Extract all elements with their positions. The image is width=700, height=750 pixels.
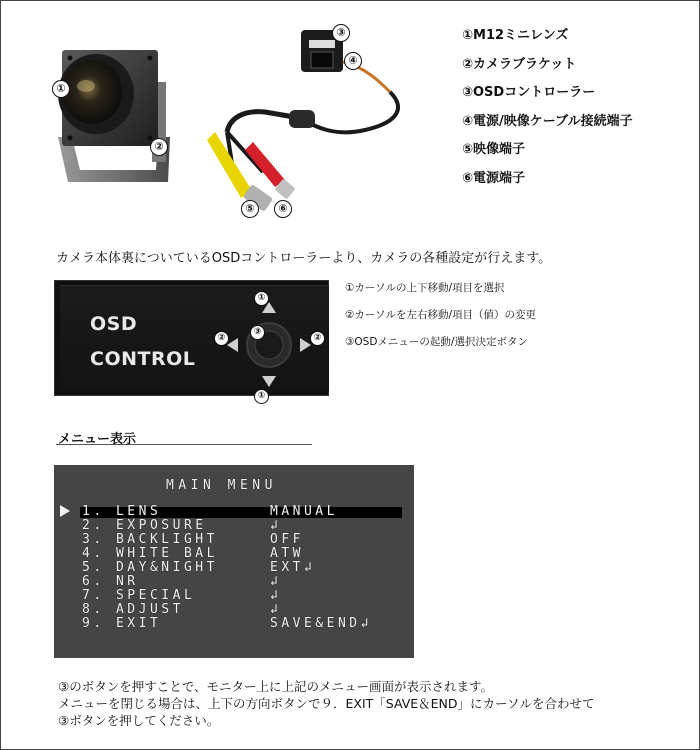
menu-item-exit[interactable]: [82, 617, 412, 631]
menu-item-lens[interactable]: [82, 505, 412, 519]
menu-heading: メニュー表示: [58, 432, 137, 447]
cable-photo: [205, 22, 445, 217]
up-marker: ①: [254, 291, 269, 306]
menu-item-backlight[interactable]: [82, 533, 412, 547]
panel-note: ②カーソルを左右移動/項目（値）の変更: [345, 309, 537, 321]
menu-item-value: MANUAL: [270, 504, 338, 519]
power-marker: ⑥: [274, 200, 292, 218]
cursor-arrow-icon: [60, 505, 70, 517]
video-marker: ⑤: [241, 200, 259, 218]
panel-label-control: CONTROL: [90, 348, 196, 370]
menu-item-exposure[interactable]: [82, 519, 412, 533]
menu-item-value: ↲: [270, 602, 282, 617]
parts-list: [462, 28, 633, 200]
heading-divider: [56, 444, 312, 445]
menu-item-label: 5. DAY&NIGHT: [82, 560, 218, 575]
menu-item-label: 7. SPECIAL: [82, 588, 196, 603]
menu-item-adjust[interactable]: [82, 603, 412, 617]
lens-marker: ①: [52, 80, 70, 98]
power-cable-marker: ④: [344, 52, 362, 70]
menu-item-value: ↲: [270, 574, 282, 589]
footer-line: メニューを閉じる場合は、上下の方向ボタンで９．EXIT「SAVE＆END」にカーソルを合わせて: [58, 696, 595, 711]
intro-text: カメラ本体裏についているOSDコントローラーより、カメラの各種設定が行えます。: [56, 251, 552, 266]
down-marker: ①: [254, 389, 269, 404]
menu-item-value: ↲: [270, 518, 282, 533]
bracket-marker: ②: [150, 138, 168, 156]
footer-notes: [58, 678, 595, 729]
menu-item-label: 8. ADJUST: [82, 602, 184, 617]
menu-item-value: EXT↲: [270, 560, 316, 575]
menu-item-label: 1. LENS: [82, 504, 162, 519]
menu-item-label: 3. BACKLIGHT: [82, 532, 218, 547]
center-marker: ③: [250, 325, 265, 340]
parts-item: ②カメラブラケット: [462, 56, 577, 72]
right-marker: ②: [310, 331, 325, 346]
menu-item-label: 4. WHITE BAL: [82, 546, 218, 561]
parts-item: ⑤映像端子: [462, 142, 526, 158]
menu-title: MAIN MENU: [166, 478, 277, 493]
left-marker: ②: [214, 331, 229, 346]
menu-item-label: 6. NR: [82, 574, 139, 589]
footer-line: ③のボタンを押すことで、モニター上に上記のメニュー画面が表示されます。: [58, 679, 493, 694]
camera-photo: [40, 42, 180, 192]
down-arrow-icon[interactable]: [262, 376, 276, 387]
menu-item-value: ↲: [270, 588, 282, 603]
menu-item-value: SAVE&END↲: [270, 616, 372, 631]
menu-item-value: ATW: [270, 546, 304, 561]
menu-item-day-night[interactable]: [82, 561, 412, 575]
panel-note: ③OSDメニューの起動/選択決定ボタン: [345, 336, 528, 348]
menu-item-label: 9. EXIT: [82, 616, 162, 631]
menu-item-special[interactable]: [82, 589, 412, 603]
menu-item-nr[interactable]: [82, 575, 412, 589]
parts-item: ③OSDコントローラー: [462, 85, 596, 101]
parts-item: ④電源/映像ケーブル接続端子: [462, 113, 633, 129]
osd-control-panel: [54, 280, 329, 401]
menu-item-white-bal[interactable]: [82, 547, 412, 561]
menu-item-label: 2. EXPOSURE: [82, 518, 207, 533]
panel-label-osd: OSD: [90, 313, 138, 335]
menu-item-value: OFF: [270, 532, 304, 547]
parts-item: ①M12ミニレンズ: [462, 28, 569, 43]
panel-note: ①カーソルの上下移動/項目を選択: [345, 282, 505, 294]
footer-line: ③ボタンを押してください。: [58, 713, 220, 728]
osd-marker: ③: [332, 24, 350, 42]
parts-item: ⑥電源端子: [462, 170, 526, 186]
panel-notes: [345, 281, 536, 362]
osd-menu-screen: [54, 465, 414, 658]
